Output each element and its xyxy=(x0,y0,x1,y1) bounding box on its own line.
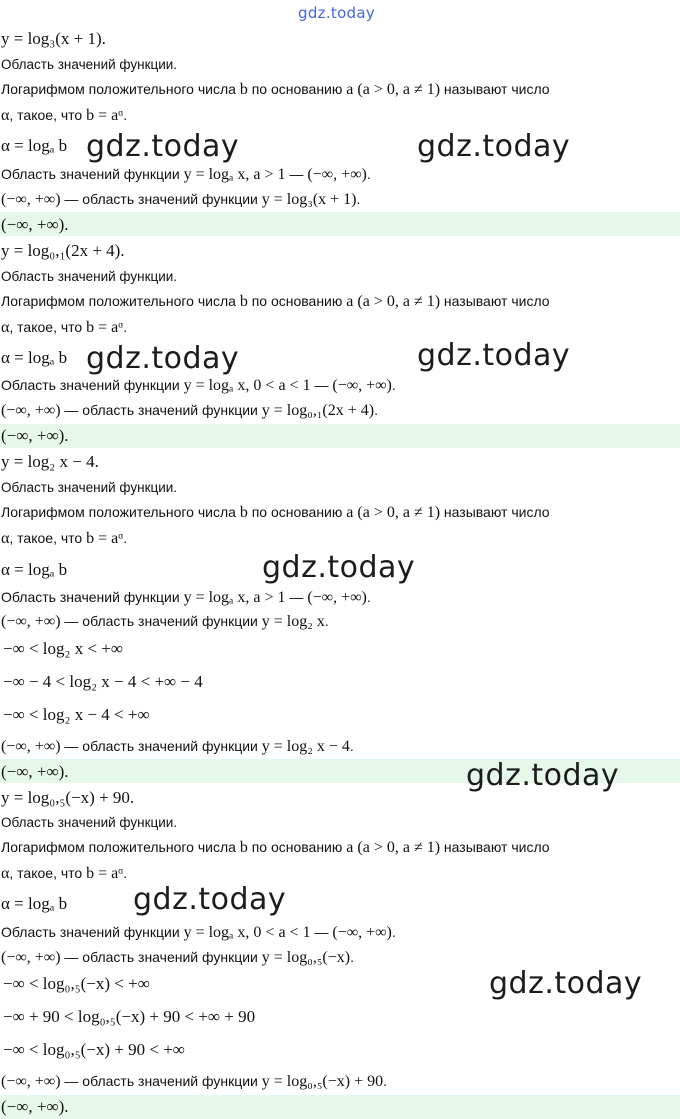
text-fragment: . xyxy=(374,402,378,418)
text-fragment: Логарифмом положительного числа xyxy=(1,81,240,97)
math-fragment: (−∞, +∞) xyxy=(332,924,392,941)
math-fragment: (−∞, +∞) xyxy=(1,738,61,755)
text-fragment: . xyxy=(324,613,329,629)
text-fragment: . xyxy=(383,1073,387,1089)
solution-line xyxy=(1,167,680,183)
solution-line: y = log₀,₁(2x + 4). xyxy=(1,241,125,260)
math-fragment: a (a > 0, a ≠ 1) xyxy=(346,293,441,310)
text-fragment: Область значений функции xyxy=(1,377,184,393)
text-fragment: называют число xyxy=(440,293,550,309)
text-fragment: . xyxy=(366,166,371,182)
solution-line xyxy=(1,739,680,755)
solution-line: Область значений функции. xyxy=(1,480,178,495)
math-fragment: b xyxy=(239,839,248,856)
watermark: gdz.today xyxy=(133,882,287,917)
math-fragment: (−∞, +∞) xyxy=(1,1073,61,1090)
text-fragment: . xyxy=(349,738,354,754)
solution-line: (−∞, +∞). xyxy=(1,215,69,234)
solution-line: −∞ + 90 < log₀,₅(−x) + 90 < +∞ + 90 xyxy=(3,1007,256,1026)
math-fragment: (−∞, +∞) xyxy=(307,589,367,606)
solution-line xyxy=(1,320,680,336)
math-fragment: y = log₃(x + 1) xyxy=(261,191,357,208)
math-fragment: α xyxy=(1,319,10,336)
solution-line: (−∞, +∞). xyxy=(1,1097,69,1116)
math-fragment: y = logₐ x, 0 < a < 1 xyxy=(183,377,311,394)
math-fragment: y = logₐ x, a > 1 xyxy=(183,589,286,606)
text-fragment: , такое, что xyxy=(9,319,87,335)
solution-line: y = log₂ x − 4. xyxy=(1,452,99,471)
text-fragment: по основанию xyxy=(247,839,347,855)
watermark: gdz.today xyxy=(262,550,416,585)
solution-line xyxy=(1,403,680,419)
math-fragment: (−∞, +∞) xyxy=(332,377,392,394)
math-fragment: y = log₀,₅(−x) + 90 xyxy=(261,1073,384,1090)
text-fragment: , такое, что xyxy=(9,530,87,546)
text-fragment: называют число xyxy=(440,839,550,855)
math-fragment: a (a > 0, a ≠ 1) xyxy=(346,81,441,98)
math-fragment: y = logₐ x, a > 1 xyxy=(183,166,286,183)
solution-line: y = log₀,₅(−x) + 90. xyxy=(1,788,135,807)
watermark: gdz.today xyxy=(466,758,620,793)
text-fragment: . xyxy=(391,924,396,940)
solution-line xyxy=(1,108,680,124)
math-fragment: (−∞, +∞) xyxy=(1,191,61,208)
text-fragment: — область значений функции xyxy=(60,949,262,965)
text-fragment: — xyxy=(310,924,333,940)
solution-line: α = logₐ b xyxy=(1,136,68,155)
text-fragment: по основанию xyxy=(247,504,347,520)
text-fragment: — область значений функции xyxy=(60,1073,262,1089)
math-fragment: y = log₀,₁(2x + 4) xyxy=(261,402,375,419)
solution-line: −∞ < log₀,₅(−x) + 90 < +∞ xyxy=(3,1040,185,1059)
solution-line: −∞ < log₀,₅(−x) < +∞ xyxy=(3,974,150,993)
text-fragment: — область значений функции xyxy=(60,613,262,629)
text-fragment: Область значений функции xyxy=(1,924,184,940)
text-fragment: Логарифмом положительного числа xyxy=(1,504,240,520)
solution-line xyxy=(1,192,680,208)
text-fragment: , такое, что xyxy=(9,865,87,881)
site-watermark-top: gdz.today xyxy=(298,4,376,22)
solution-line xyxy=(1,866,680,882)
text-fragment: по основанию xyxy=(247,293,347,309)
math-fragment: α xyxy=(1,865,10,882)
text-fragment: — область значений функции xyxy=(60,738,262,754)
text-fragment: . xyxy=(123,107,128,123)
math-fragment: b = aᵅ xyxy=(86,107,124,124)
solution-line: Область значений функции. xyxy=(1,57,178,72)
math-fragment: b xyxy=(239,81,248,98)
math-fragment: a (a > 0, a ≠ 1) xyxy=(346,839,441,856)
math-fragment: α xyxy=(1,530,10,547)
solution-line: y = log₃(x + 1). xyxy=(1,29,106,48)
solution-line xyxy=(1,840,680,856)
solution-line: Область значений функции. xyxy=(1,815,178,830)
solution-line xyxy=(1,950,680,966)
text-fragment: называют число xyxy=(440,81,550,97)
text-fragment: — xyxy=(285,589,308,605)
solution-line xyxy=(1,590,680,606)
math-fragment: (−∞, +∞) xyxy=(307,166,367,183)
text-fragment: . xyxy=(366,589,371,605)
math-fragment: (−∞, +∞) xyxy=(1,613,61,630)
watermark: gdz.today xyxy=(86,341,240,376)
solution-line xyxy=(1,294,680,310)
solution-line xyxy=(1,505,680,521)
solution-line xyxy=(1,82,680,98)
text-fragment: — область значений функции xyxy=(60,402,262,418)
text-fragment: . xyxy=(123,865,128,881)
solution-line: (−∞, +∞). xyxy=(1,762,69,781)
watermark: gdz.today xyxy=(86,129,240,164)
solution-line: −∞ < log₂ x < +∞ xyxy=(3,639,123,658)
watermark: gdz.today xyxy=(417,338,571,373)
text-fragment: . xyxy=(123,319,128,335)
solution-line: (−∞, +∞). xyxy=(1,426,69,445)
math-fragment: b xyxy=(239,293,248,310)
solution-line xyxy=(1,378,680,394)
solution-line: Область значений функции. xyxy=(1,269,178,284)
math-fragment: b = aᵅ xyxy=(86,319,124,336)
solution-line: α = logₐ b xyxy=(1,348,68,367)
math-fragment: a (a > 0, a ≠ 1) xyxy=(346,504,441,521)
solution-line xyxy=(1,614,680,630)
text-fragment: Логарифмом положительного числа xyxy=(1,293,240,309)
solution-line: α = logₐ b xyxy=(1,894,68,913)
solution-line xyxy=(1,531,680,547)
solution-line xyxy=(1,1074,680,1090)
text-fragment: — область значений функции xyxy=(60,191,262,207)
math-fragment: b = aᵅ xyxy=(86,530,124,547)
math-fragment: (−∞, +∞) xyxy=(1,949,61,966)
text-fragment: называют число xyxy=(440,504,550,520)
text-fragment: Логарифмом положительного числа xyxy=(1,839,240,855)
text-fragment: . xyxy=(391,377,396,393)
text-fragment: , такое, что xyxy=(9,107,87,123)
math-fragment: (−∞, +∞) xyxy=(1,402,61,419)
solution-line: −∞ − 4 < log₂ x − 4 < +∞ − 4 xyxy=(3,672,203,691)
math-fragment: α xyxy=(1,107,10,124)
solution-line: α = logₐ b xyxy=(1,560,68,579)
text-fragment: по основанию xyxy=(247,81,347,97)
math-fragment: b = aᵅ xyxy=(86,865,124,882)
math-fragment: b xyxy=(239,504,248,521)
solution-line xyxy=(1,925,680,941)
math-fragment: y = log₂ x − 4 xyxy=(261,738,350,755)
text-fragment: . xyxy=(350,949,354,965)
math-fragment: y = log₀,₅(−x) xyxy=(261,949,351,966)
text-fragment: — xyxy=(310,377,333,393)
math-fragment: y = log₂ x xyxy=(261,613,325,630)
watermark: gdz.today xyxy=(417,129,571,164)
text-fragment: — xyxy=(285,166,308,182)
text-fragment: Область значений функции xyxy=(1,166,184,182)
watermark: gdz.today xyxy=(489,966,643,1001)
text-fragment: . xyxy=(123,530,128,546)
text-fragment: . xyxy=(356,191,361,207)
text-fragment: Область значений функции xyxy=(1,589,184,605)
math-fragment: y = logₐ x, 0 < a < 1 xyxy=(183,924,311,941)
solution-line: −∞ < log₂ x − 4 < +∞ xyxy=(3,705,150,724)
